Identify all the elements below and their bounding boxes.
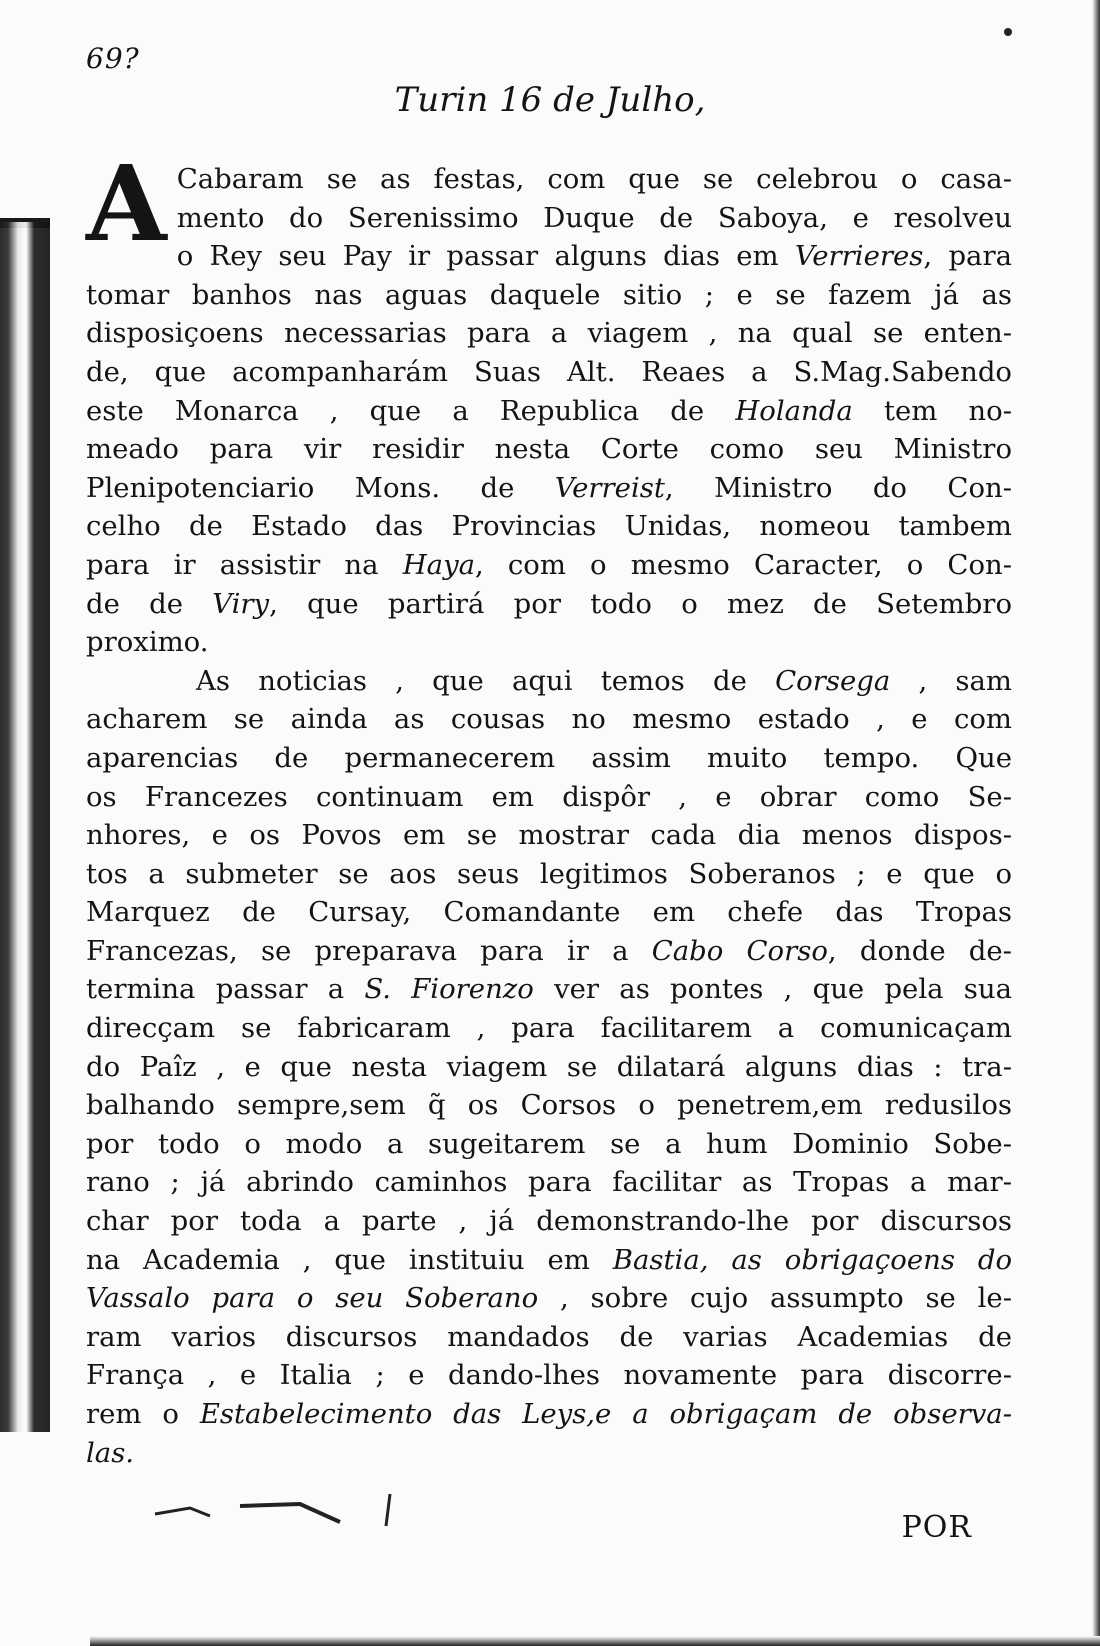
text-line: Plenipotenciario Mons. de Verreist, Ministro do Con-	[86, 471, 1012, 504]
text-line: termina passar a S. Fiorenzo ver as pontes , que pela sua	[86, 973, 1012, 1006]
text-line: acharem se ainda as cousas no mesmo estado , e com	[86, 703, 1012, 736]
text-line: meado para vir residir nesta Corte como seu Ministro	[86, 433, 1012, 466]
text-line: tomar banhos nas aguas daquele sitio ; e se fazem já as	[86, 278, 1012, 311]
text-line: direcçam se fabricaram , para facilitarem a comunicaçam	[86, 1012, 1012, 1045]
text-line: As noticias , que aqui temos de Corsega , sam	[196, 664, 1012, 697]
binding-edge	[0, 222, 50, 1432]
dateline: Turin 16 de Julho,	[394, 80, 706, 120]
body-text	[86, 142, 1013, 1472]
text-line: para ir assistir na Haya, com o mesmo Caracter, o Con-	[86, 548, 1013, 581]
text-line: mento do Serenissimo Duque de Saboya, e resolveu	[176, 201, 1012, 234]
text-line: tos a submeter se aos seus legitimos Soberanos ; e que o	[86, 857, 1012, 890]
text-line: de de Viry, que partirá por todo o mez de Setembro	[86, 587, 1012, 620]
ink-scratch-marks	[150, 1490, 410, 1530]
catchword: POR	[901, 1510, 972, 1545]
text-line: de, que acompanharám Suas Alt. Reaes a S.Mag.Sabendo	[86, 355, 1012, 388]
text-line: os Francezes continuam em dispôr , e obrar como Se-	[86, 780, 1012, 813]
text-line: Vassalo para o seu Soberano , sobre cujo assumpto se le-	[86, 1282, 1012, 1315]
text-line: do Paîz , e que nesta viagem se dilatará alguns dias : tra-	[86, 1050, 1012, 1083]
page-bottom-edge	[90, 1636, 1100, 1646]
text-line: aparencias de permanecerem assim muito tempo. Que	[86, 741, 1012, 774]
paragraph-1	[86, 142, 1013, 662]
text-line: por todo o modo a sugeitarem se a hum Dominio Sobe-	[86, 1127, 1012, 1160]
text-line: char por toda a parte , já demonstrando-lhe por discursos	[86, 1205, 1012, 1238]
text-line: nhores, e os Povos em se mostrar cada dia menos dispos-	[86, 819, 1012, 852]
page-right-edge	[1092, 0, 1100, 1646]
text-line: las.	[86, 1436, 135, 1469]
text-line: este Monarca , que a Republica de Holanda tem no-	[86, 394, 1012, 427]
text-line: o Rey seu Pay ir passar alguns dias em Verrieres, para	[176, 240, 1012, 273]
page-number: 69?	[86, 42, 140, 75]
paragraph-2	[86, 662, 1012, 1472]
drop-cap: A	[86, 142, 167, 265]
text-line: na Academia , que instituiu em Bastia, as obrigaçoens do	[86, 1243, 1013, 1276]
text-line: rano ; já abrindo caminhos para facilitar as Tropas a mar-	[86, 1166, 1012, 1199]
text-line: Cabaram se as festas, com que se celebrou o casa-	[176, 163, 1012, 195]
ink-spot	[1004, 28, 1012, 36]
text-line: balhando sempre,sem q̃ os Corsos o penetrem,em redusilos	[86, 1089, 1012, 1122]
text-line: ram varios discursos mandados de varias Academias de	[86, 1320, 1012, 1353]
text-line: Marquez de Cursay, Comandante em chefe das Tropas	[86, 896, 1012, 929]
text-line: Francezas, se preparava para ir a Cabo Corso, donde de-	[86, 934, 1012, 967]
text-line: França , e Italia ; e dando-lhes novamente para discorre-	[86, 1359, 1012, 1392]
text-line: disposiçoens necessarias para a viagem , na qual se enten-	[86, 317, 1012, 350]
text-line: proximo.	[86, 626, 209, 659]
text-line: rem o Estabelecimento das Leys,e a obrigaçam de observa-	[86, 1398, 1012, 1430]
text-line: celho de Estado das Provincias Unidas, nomeou tambem	[86, 510, 1012, 543]
